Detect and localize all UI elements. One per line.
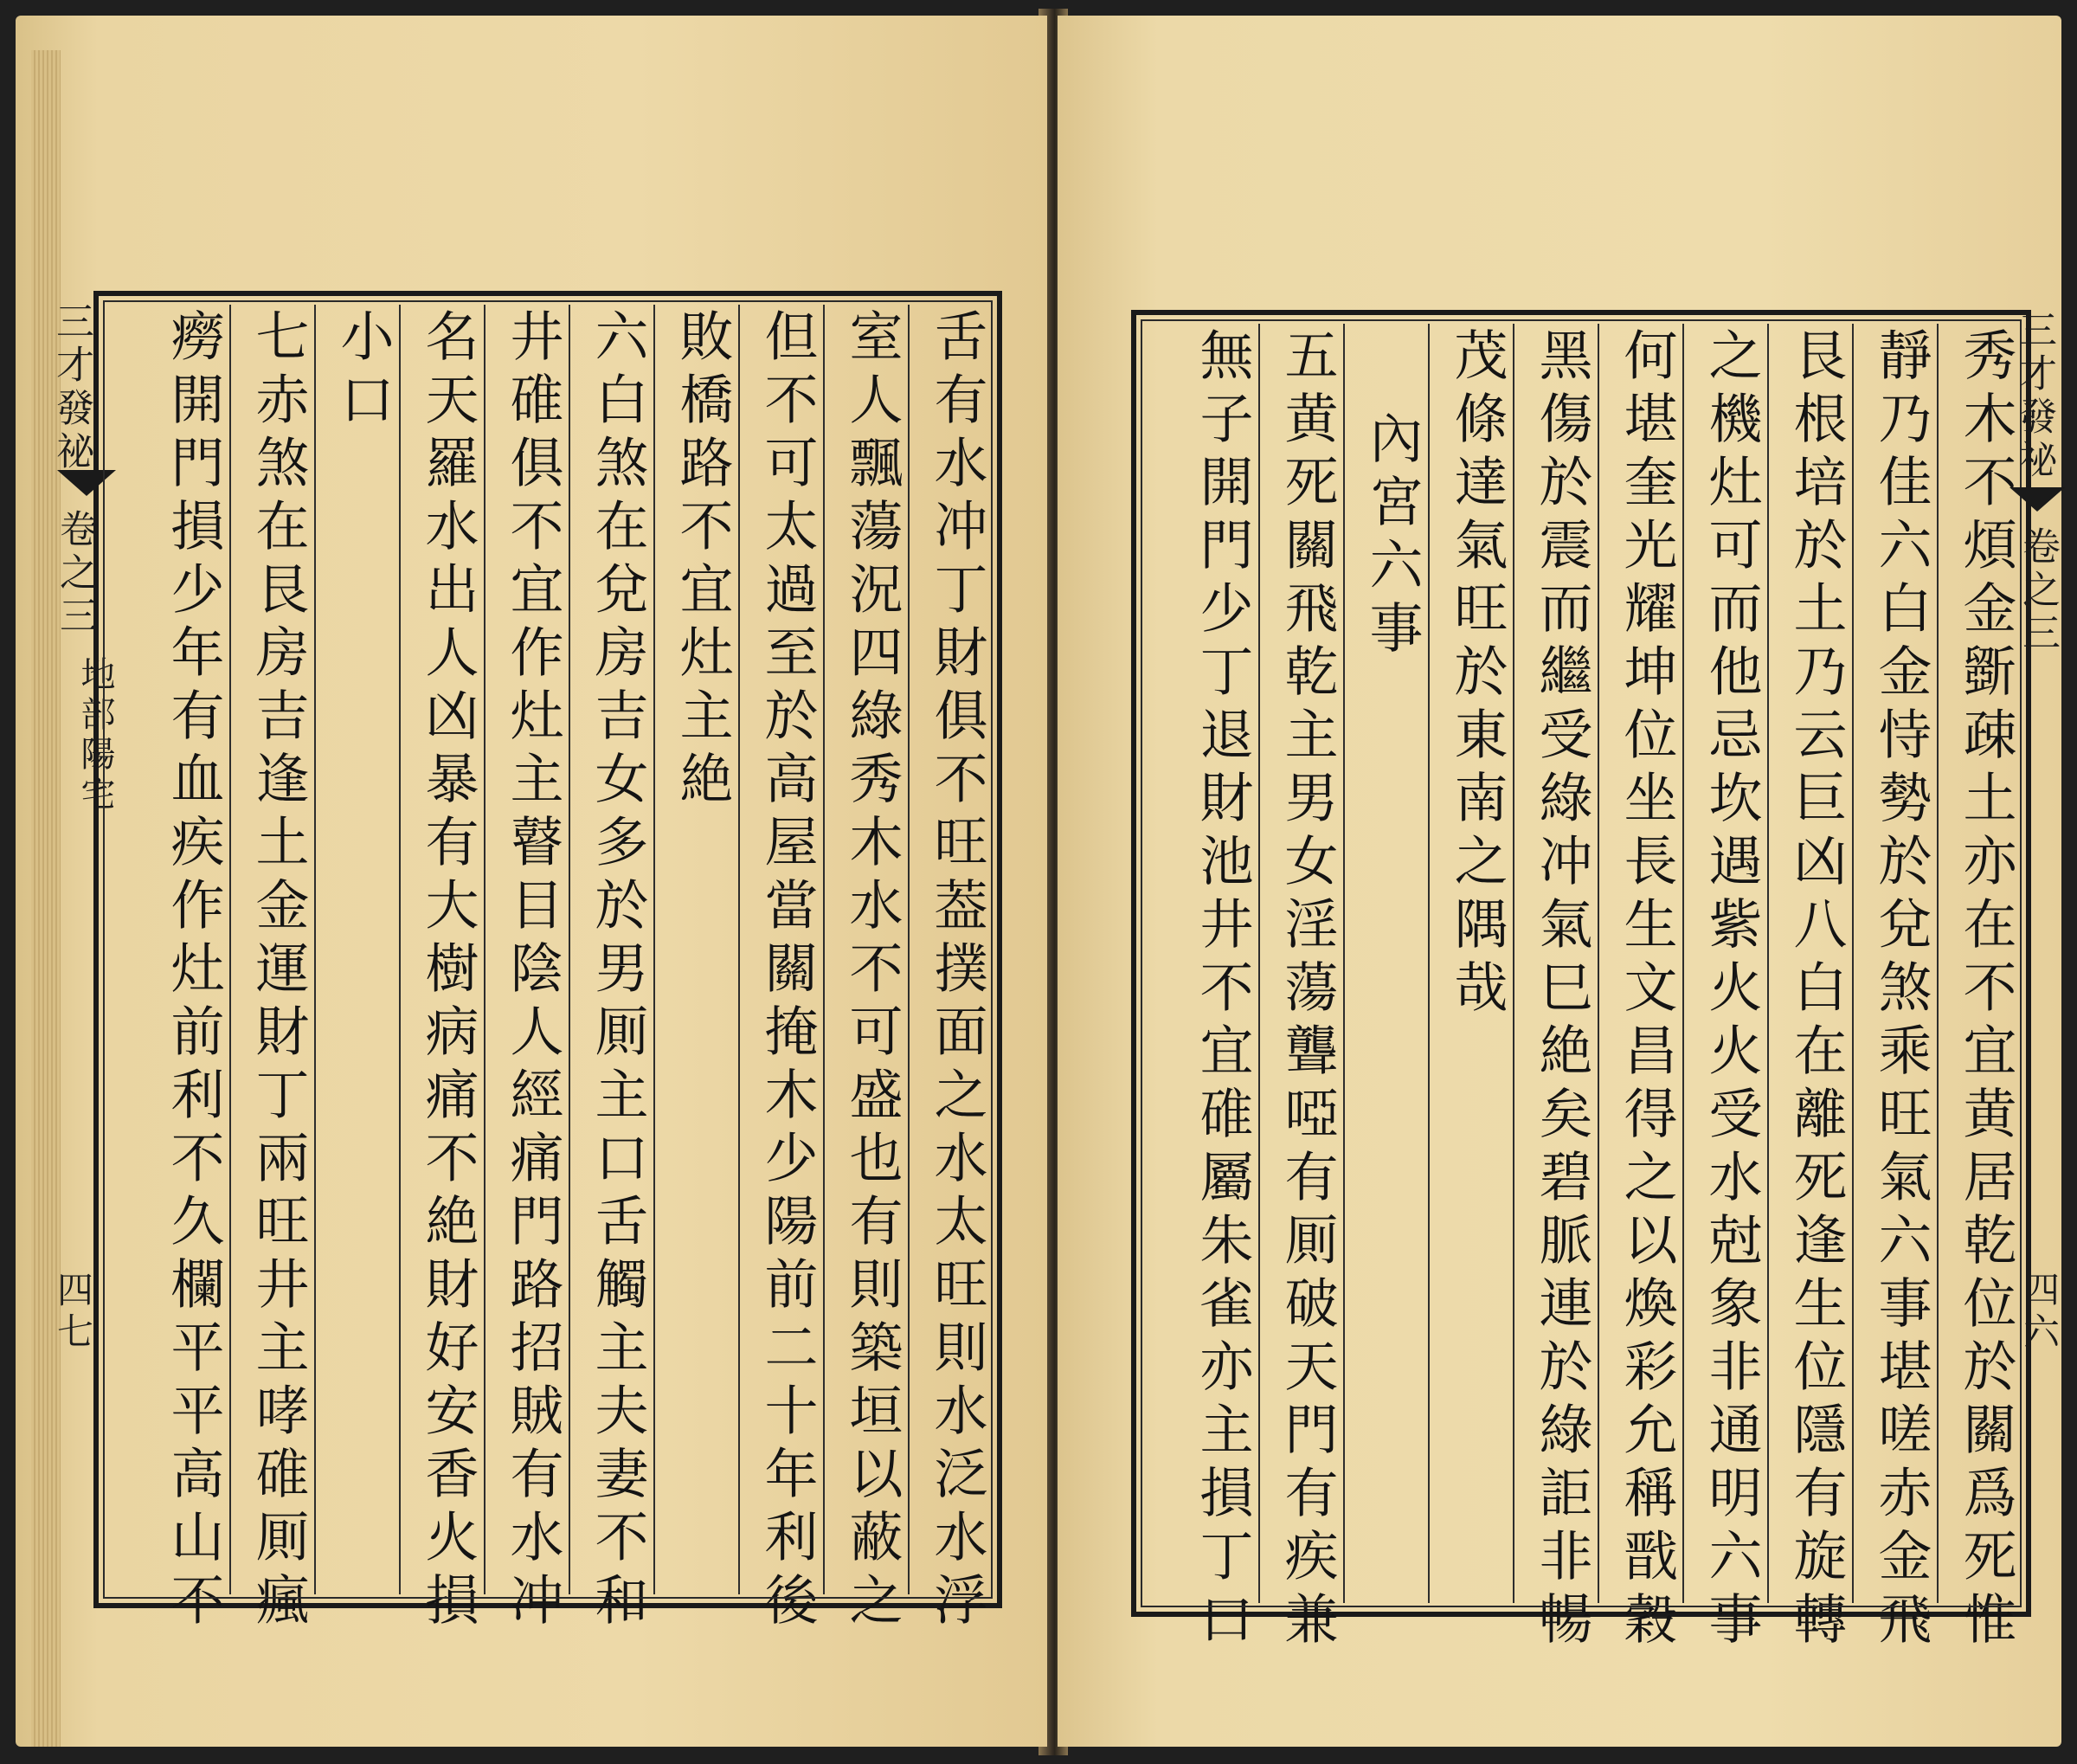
column-rule — [1258, 324, 1260, 1603]
column-rule — [1852, 324, 1854, 1603]
text-column: 舌有水冲丁財俱不旺葢撲面之水太旺則水泛水浮 — [925, 308, 988, 1635]
text-column: 敗橋路不宜灶主絶 — [671, 308, 734, 814]
text-column: 艮根培於土乃云巨凶八白在離死逢生位隱有旋轉 — [1784, 327, 1848, 1654]
text-column: 秀木不煩金斵疎土亦在不宜黄居乾位於關爲死惟 — [1954, 327, 2017, 1654]
text-column: 但不可太過至於高屋當關掩木少陽前二十年利後 — [756, 308, 819, 1635]
column-rule — [1767, 324, 1769, 1603]
text-column: 黑傷於震而繼受綠冲氣巳絶矣碧脈連於綠詎非暢 — [1530, 327, 1593, 1654]
text-column: 井碓俱不宜作灶主瞽目陰人經痛門路招賊有水冲 — [501, 308, 564, 1635]
column-rule — [908, 305, 910, 1594]
text-column: 之機灶可而他忌坎遇紫火火受水尅象非通明六事 — [1700, 327, 1763, 1654]
text-column: 無子開門少丁退財池井不宜碓屬朱雀亦主損丁口 — [1191, 327, 1254, 1654]
text-column: 小口 — [331, 308, 395, 435]
column-rule — [1343, 324, 1345, 1603]
right-text-block — [1131, 310, 2031, 1654]
right-margin-book-title: 三才發祕 — [2012, 310, 2056, 483]
left-page — [16, 16, 1047, 1747]
left-margin-volume: 卷之三 — [53, 509, 97, 639]
column-rule — [314, 305, 316, 1594]
text-column: 室人飄蕩況四綠秀木水不可盛也有則築垣以蔽之 — [840, 308, 903, 1635]
column-rule — [399, 305, 401, 1594]
right-margin-volume: 卷之三 — [2016, 526, 2060, 656]
text-column: 五黄死關飛乾主男女淫蕩聾啞有厠破天門有疾兼 — [1276, 327, 1339, 1654]
text-column: 六白煞在兌房吉女多於男厠主口舌觸主夫妻不和 — [586, 308, 649, 1635]
column-rule — [653, 305, 655, 1594]
left-margin-section: 地部陽宅 — [75, 656, 115, 815]
column-rule — [823, 305, 825, 1594]
left-margin-folio: 四七 — [52, 1271, 94, 1354]
fish-tail-ornament — [2009, 487, 2065, 512]
column-rule — [229, 305, 231, 1594]
section-heading: 內宮六事 — [1360, 410, 1424, 663]
column-rule — [738, 305, 740, 1594]
left-margin-book-title: 三才發祕 — [49, 301, 93, 474]
text-column: 茂條達氣旺於東南之隅哉 — [1445, 327, 1508, 1022]
column-rule — [1598, 324, 1599, 1603]
column-rule — [1428, 324, 1430, 1603]
right-page — [1058, 16, 2061, 1747]
right-margin-folio: 四六 — [2018, 1271, 2061, 1354]
text-column: 名天羅水出人凶暴有大樹病痛不絶財好安香火損 — [416, 308, 479, 1635]
column-rule — [569, 305, 570, 1594]
text-column: 癆開門損少年有血疾作灶前利不久欄平平高山不 — [162, 308, 225, 1635]
text-column: 何堪奎光耀坤位坐長生文昌得之以煥彩允稱戬穀 — [1615, 327, 1678, 1654]
column-rule — [1682, 324, 1684, 1603]
text-column: 七赤煞在艮房吉逢土金運財丁兩旺井主哮碓厠瘋 — [247, 308, 310, 1635]
column-rule — [1513, 324, 1514, 1603]
left-text-block — [93, 291, 1002, 1635]
text-column: 靜乃佳六白金恃勢於兌煞乘旺氣六事堪嗟赤金飛 — [1869, 327, 1932, 1654]
column-rule — [484, 305, 485, 1594]
column-rule — [1937, 324, 1939, 1603]
